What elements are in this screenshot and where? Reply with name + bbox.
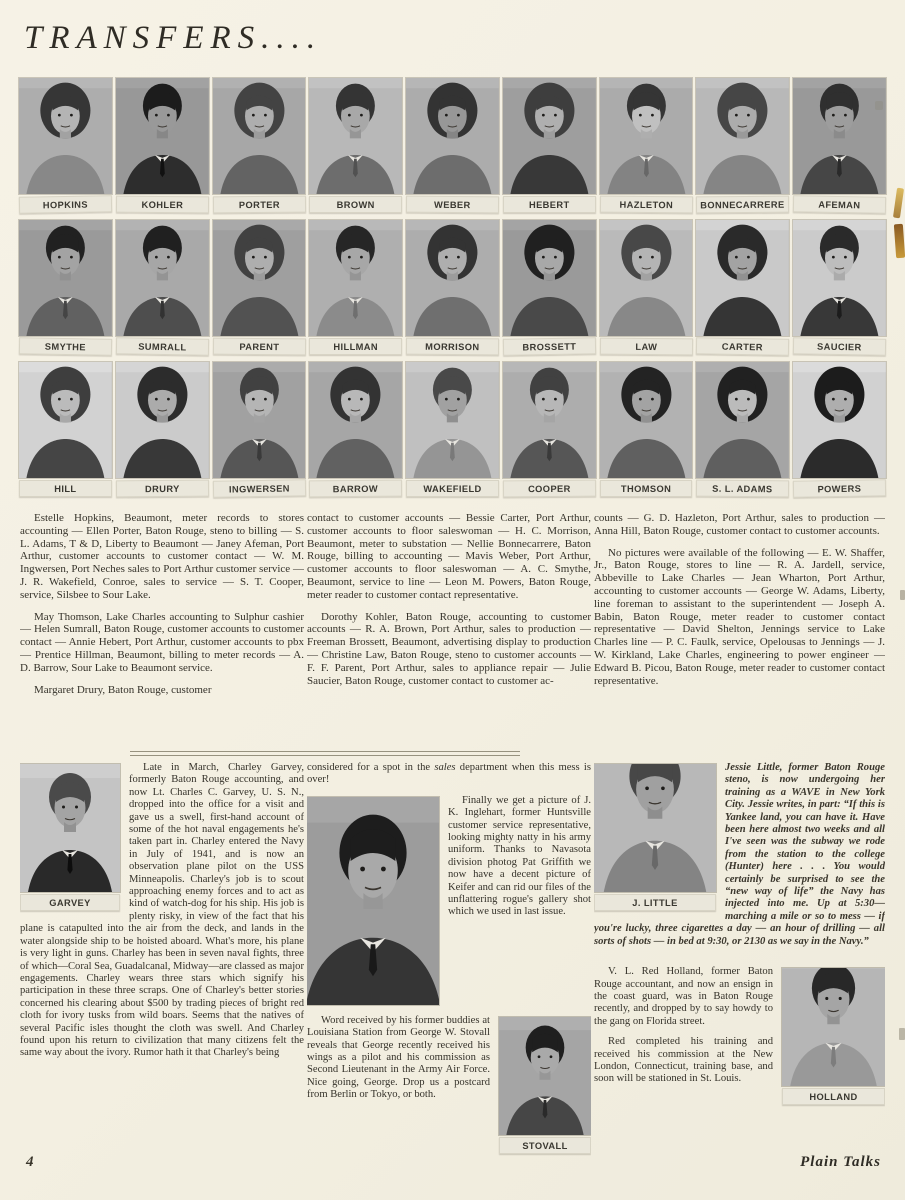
portrait-cell — [406, 78, 499, 213]
inglehart-photo-block — [307, 797, 439, 1005]
portrait-illustration — [19, 78, 112, 194]
portrait-illustration — [696, 78, 789, 194]
portrait-name-label: HILL — [19, 480, 112, 497]
scan-artifact-smudge — [875, 101, 883, 110]
transfer-paragraph: contact to customer accounts — Bessie Carter, Port Arthur, customer accounts to floor saleswoman — H. C. Morrison, Beaumont, meter to substation — Nellie Bonnecarrere, Baton Rouge, billing to accounting — Mavis Weber, Port Arthur, customer accounts to floor saleswoman — A. C. Smythe, Beaumont, service to line — Leon M. Powers, Baton Rouge, meter reader to customer contact representative. — [307, 512, 591, 601]
portrait-illustration — [600, 220, 693, 336]
portrait-photo — [406, 362, 499, 478]
portrait-cell — [213, 220, 306, 355]
portrait-name-label: THOMSON — [600, 480, 693, 497]
portrait-illustration — [116, 78, 209, 194]
portrait-photo — [309, 362, 402, 478]
page-title: TRANSFERS.... — [24, 20, 323, 56]
portrait-name-label: WEBER — [406, 196, 499, 214]
portrait-name-label: SUMRALL — [116, 337, 209, 356]
garvey-continuation-text — [307, 762, 591, 787]
transfer-paragraph: counts — G. D. Hazleton, Port Arthur, sales to production — Anna Hill, Baton Rouge, customer contact to customer accounts. — [594, 512, 885, 537]
stovall-story-text: Word received by his former buddies at Louisiana Station from George W. Stovall reveals that George recently received his wings as a pilot and his commission as Second Lieutenant in the Army Air Force. Nice going, George. Drop us a postcard from Berlin or Tokyo, or both. — [307, 1014, 490, 1101]
portrait-photo — [19, 220, 112, 336]
portrait-illustration — [503, 362, 596, 478]
stovall-story — [307, 1009, 591, 1151]
transfers-text-column-3 — [594, 512, 885, 756]
portrait-cell — [309, 362, 402, 497]
portrait-name-label: MORRISON — [406, 338, 499, 356]
portrait-cell — [116, 362, 209, 497]
portrait-illustration — [600, 78, 693, 194]
portrait-cell — [793, 220, 886, 355]
portrait-illustration — [696, 220, 789, 336]
portrait-illustration — [406, 220, 499, 336]
portrait-name-label: BROSSETT — [503, 337, 596, 356]
portrait-cell — [503, 362, 596, 497]
portrait-photo — [19, 362, 112, 478]
portrait-cell — [116, 220, 209, 355]
transfers-text-column-2 — [307, 512, 591, 756]
portrait-photo — [696, 220, 789, 336]
portrait-name-label: WAKEFIELD — [406, 480, 499, 497]
holland-name-label: HOLLAND — [782, 1088, 885, 1105]
portrait-illustration — [116, 362, 209, 478]
portrait-name-label: BARROW — [309, 480, 402, 498]
portrait-cell — [503, 78, 596, 213]
portrait-photo — [793, 362, 886, 478]
portrait-photo — [793, 220, 886, 336]
portrait-photo — [406, 220, 499, 336]
portrait-name-label: LAW — [600, 338, 693, 356]
portrait-cell — [309, 78, 402, 213]
portrait-name-label: HAZLETON — [600, 196, 693, 214]
garvey-name-label: GARVEY — [20, 894, 120, 911]
inglehart-portrait-photo — [307, 797, 439, 1005]
transfer-paragraph: Dorothy Kohler, Baton Rouge, accounting to customer accounts — R. A. Brown, Port Arthur, sales to production — Freeman Brossett, Beaumont, advertising display to production — Christine Law, Baton Rouge, steno to customer accounts — F. F. Parent, Port Arthur, sales to appliance repair — Julie Saucier, Baton Rouge, customer contact to customer ac- — [307, 610, 591, 687]
transfer-paragraph: Estelle Hopkins, Beaumont, meter records to stores accounting — Ellen Porter, Baton Rouge, steno to billing — S. L. Adams, T & D, Liberty to Beaumont — Janey Afeman, Port Arthur, customer accounts to customer contact — W. M. Ingwersen, Port Neches sales to Port Arthur customer service — J. R. Wakefield, Conroe, sales to service — S. T. Cooper, service, Silsbee to Sour Lake. — [20, 512, 304, 601]
portrait-illustration — [309, 78, 402, 194]
transfer-paragraph: No pictures were available of the following — E. W. Shaffer, Jr., Baton Rouge, stores to line — R. A. Jardell, service, Abbeville to Lake Charles — Jean Wharton, Port Arthur, accounting to customer accounts — George W. Adams, Liberty, line foreman to assistant to the superintendent — Joseph A. Babin, Baton Rouge, meter reader to customer contact representative — David Shelton, Jennings service to Lake Charles line — P. C. Faulk, service, Opelousas to Jennings — J. W. Kirkland, Lake Charles, engineering to power engineer — Edward B. Picou, Baton Rouge, meter reader to customer contact representative. — [594, 546, 885, 687]
portrait-cell — [600, 220, 693, 355]
portrait-illustration — [309, 362, 402, 478]
portrait-name-label: POWERS — [793, 479, 886, 498]
portrait-illustration — [20, 764, 120, 892]
portrait-name-label: BROWN — [309, 196, 402, 213]
portrait-photo — [503, 220, 596, 336]
portrait-cell — [19, 362, 112, 497]
scan-artifact-tape — [893, 188, 904, 219]
section-divider-rule — [130, 751, 520, 756]
portrait-photo — [600, 362, 693, 478]
portrait-illustration — [213, 78, 306, 194]
portrait-illustration — [594, 764, 716, 892]
portrait-illustration — [213, 220, 306, 336]
garvey-portrait-photo — [20, 764, 120, 892]
portrait-name-label: SMYTHE — [19, 337, 112, 356]
garvey-story — [20, 762, 304, 1156]
middle-stories-column — [307, 762, 591, 1156]
portrait-photo — [503, 78, 596, 194]
portrait-illustration — [793, 362, 886, 478]
portrait-photo — [213, 78, 306, 194]
little-story — [594, 762, 885, 948]
garvey-story-text: Late in March, Charley Garvey, formerly Baton Rouge accounting, and now Lt. Charles C. Garvey, U. S. N., dropped into the office for a visit and gave us a swell, first-hand account of some of the hot naval engagements he's taken part in. Charley entered the Navy in July of 1941, and is now an observation plane pilot on the USS Minneapolis. Charley's job is to scout approaching enemy forces and to act as kind of watch-dog for his ship. His job is plenty risky, in view of the fact that his plane is catapulted into the air from the deck, and lands in the water alongside ship to be hoisted aboard. What's more, his plane is very light in guns. Charley has been in seven naval fights, three of which—Coral Sea, Guadalcanal, Midway—are classed as major engagements. Charley wears three stars which signify his participation in these three scraps. One of Charley's better stories concerned his clearing about $500 by trading pieces of bright red cloth for ivory tusks from wild boars. Seems that the natives of several Pacific isles thought the cloth was swell. And Charley found upon his return to civilization that many citizens felt the same way about the ivory. Rumor hath it that Charley's being — [20, 762, 304, 1059]
little-story-text: Jessie Little, former Baton Rouge steno, is now undergoing her training as a WAVE in New York City. Jessie writes, in part: “If this is Yankee land, you can have it. Have been here almost two weeks and all I've seen was the subway we rode from the station to the college (Hunter) here . . . You would certainly be surprised to see the “new way of life” the Navy has injected into me. Up at 5:30— marching a mile or so to mess — if you're lucky, three cigarettes a day — an hour of drilling — all sorts of shots — in bed at 9:30, or 2130 as we say in the Navy.” — [594, 762, 885, 947]
holland-portrait-photo — [782, 968, 885, 1086]
scan-artifact-edge-mark — [899, 1028, 905, 1040]
holland-story-para2: Red completed his training and received his commission at the New London, Connecticut, training base, and soon will be stationed in St. Louis. — [594, 1036, 773, 1085]
transfer-paragraph: May Thomson, Lake Charles accounting to Sulphur cashier — Helen Sumrall, Baton Rouge, customer accounts to customer contact — Annie Hebert, Port Arthur, customer accounts to pbx — Prentice Hillman, Beaumont, billing to meter records — A. D. Barrow, Sour Lake to Beaumont service. — [20, 610, 304, 674]
portrait-name-label: BONNECARRERE — [696, 196, 789, 214]
portrait-name-label: INGWERSEN — [212, 479, 305, 498]
portrait-cell — [213, 362, 306, 497]
portrait-name-label: HILLMAN — [309, 338, 402, 355]
transfers-text-column-1 — [20, 512, 304, 756]
portrait-photo — [696, 78, 789, 194]
portrait-illustration — [503, 220, 596, 336]
portrait-photo — [213, 220, 306, 336]
portrait-illustration — [307, 797, 439, 1005]
portrait-illustration — [696, 362, 789, 478]
portrait-cell — [696, 78, 789, 213]
magazine-name: Plain Talks — [800, 1154, 881, 1170]
portrait-illustration — [406, 362, 499, 478]
portrait-cell — [406, 362, 499, 497]
portrait-photo — [116, 78, 209, 194]
portrait-cell — [696, 362, 789, 497]
little-photo-block — [594, 764, 716, 911]
portrait-illustration — [600, 362, 693, 478]
portrait-cell — [406, 220, 499, 355]
portrait-illustration — [19, 362, 112, 478]
portrait-name-label: S. L. ADAMS — [696, 480, 789, 498]
inglehart-story — [307, 795, 591, 919]
portrait-cell — [600, 78, 693, 213]
right-stories-column — [594, 762, 885, 1156]
portrait-name-label: COOPER — [503, 480, 596, 498]
garvey-photo-block — [20, 764, 120, 911]
portrait-cell — [309, 220, 402, 355]
portrait-photo — [213, 362, 306, 478]
little-portrait-photo — [594, 764, 716, 892]
portrait-cell — [793, 362, 886, 497]
portrait-illustration — [309, 220, 402, 336]
transfers-photo-grid — [19, 78, 886, 497]
garvey-continuation-before: considered for a spot in the — [307, 762, 435, 773]
portrait-name-label: KOHLER — [116, 196, 209, 214]
stovall-name-label: STOVALL — [499, 1137, 591, 1154]
stovall-portrait-photo — [499, 1017, 591, 1135]
portrait-cell — [503, 220, 596, 355]
portrait-name-label: CARTER — [696, 337, 789, 356]
portrait-photo — [309, 78, 402, 194]
garvey-continuation-italic: sales — [434, 762, 456, 773]
portrait-illustration — [503, 78, 596, 194]
portrait-name-label: HOPKINS — [19, 195, 112, 214]
portrait-photo — [116, 220, 209, 336]
portrait-cell — [19, 220, 112, 355]
stovall-photo-block — [499, 1017, 591, 1154]
inglehart-story-text: Finally we get a picture of J. K. Inglehart, former Huntsville customer service representative, looking mighty natty in his army uniform. Thanks to Navasota division photog Pat Griffith we now have a decent picture of Keifer and can rid our files of the unflattering rogue's gallery shot which we used in last issue. — [448, 794, 591, 918]
portrait-illustration — [116, 220, 209, 336]
portrait-photo — [116, 362, 209, 478]
portrait-cell — [116, 78, 209, 213]
transfer-paragraph: Margaret Drury, Baton Rouge, customer — [34, 683, 212, 696]
holland-story — [594, 956, 885, 1103]
scan-artifact-edge-mark — [900, 590, 905, 600]
page-number: 4 — [26, 1154, 34, 1170]
portrait-cell — [19, 78, 112, 213]
portrait-photo — [406, 78, 499, 194]
portrait-name-label: PARENT — [212, 338, 305, 356]
portrait-name-label: DRURY — [116, 480, 209, 498]
portrait-name-label: PORTER — [212, 196, 305, 214]
portrait-illustration — [499, 1017, 591, 1135]
portrait-illustration — [793, 220, 886, 336]
portrait-photo — [600, 220, 693, 336]
portrait-cell — [793, 78, 886, 213]
portrait-cell — [600, 362, 693, 497]
portrait-photo — [309, 220, 402, 336]
portrait-illustration — [793, 78, 886, 194]
scan-artifact-stain — [894, 224, 905, 259]
portrait-photo — [600, 78, 693, 194]
portrait-name-label: SAUCIER — [793, 337, 886, 356]
portrait-photo — [503, 362, 596, 478]
portrait-photo — [19, 78, 112, 194]
portrait-cell — [696, 220, 789, 355]
portrait-photo — [793, 78, 886, 194]
portrait-illustration — [782, 968, 885, 1086]
garvey-continuation-after: department when this mess is over! — [307, 762, 591, 786]
little-name-label: J. LITTLE — [594, 894, 716, 911]
portrait-photo — [696, 362, 789, 478]
portrait-illustration — [213, 362, 306, 478]
portrait-illustration — [19, 220, 112, 336]
holland-photo-block — [782, 968, 885, 1105]
portrait-name-label: HEBERT — [503, 196, 596, 213]
holland-story-para1: V. L. Red Holland, former Baton Rouge accountant, and now an ensign in the coast guard, was in Baton Rouge recently, and dropped by to say howdy to the gang on Florida street. — [594, 966, 773, 1027]
portrait-illustration — [406, 78, 499, 194]
portrait-name-label: AFEMAN — [793, 195, 886, 214]
portrait-cell — [213, 78, 306, 213]
